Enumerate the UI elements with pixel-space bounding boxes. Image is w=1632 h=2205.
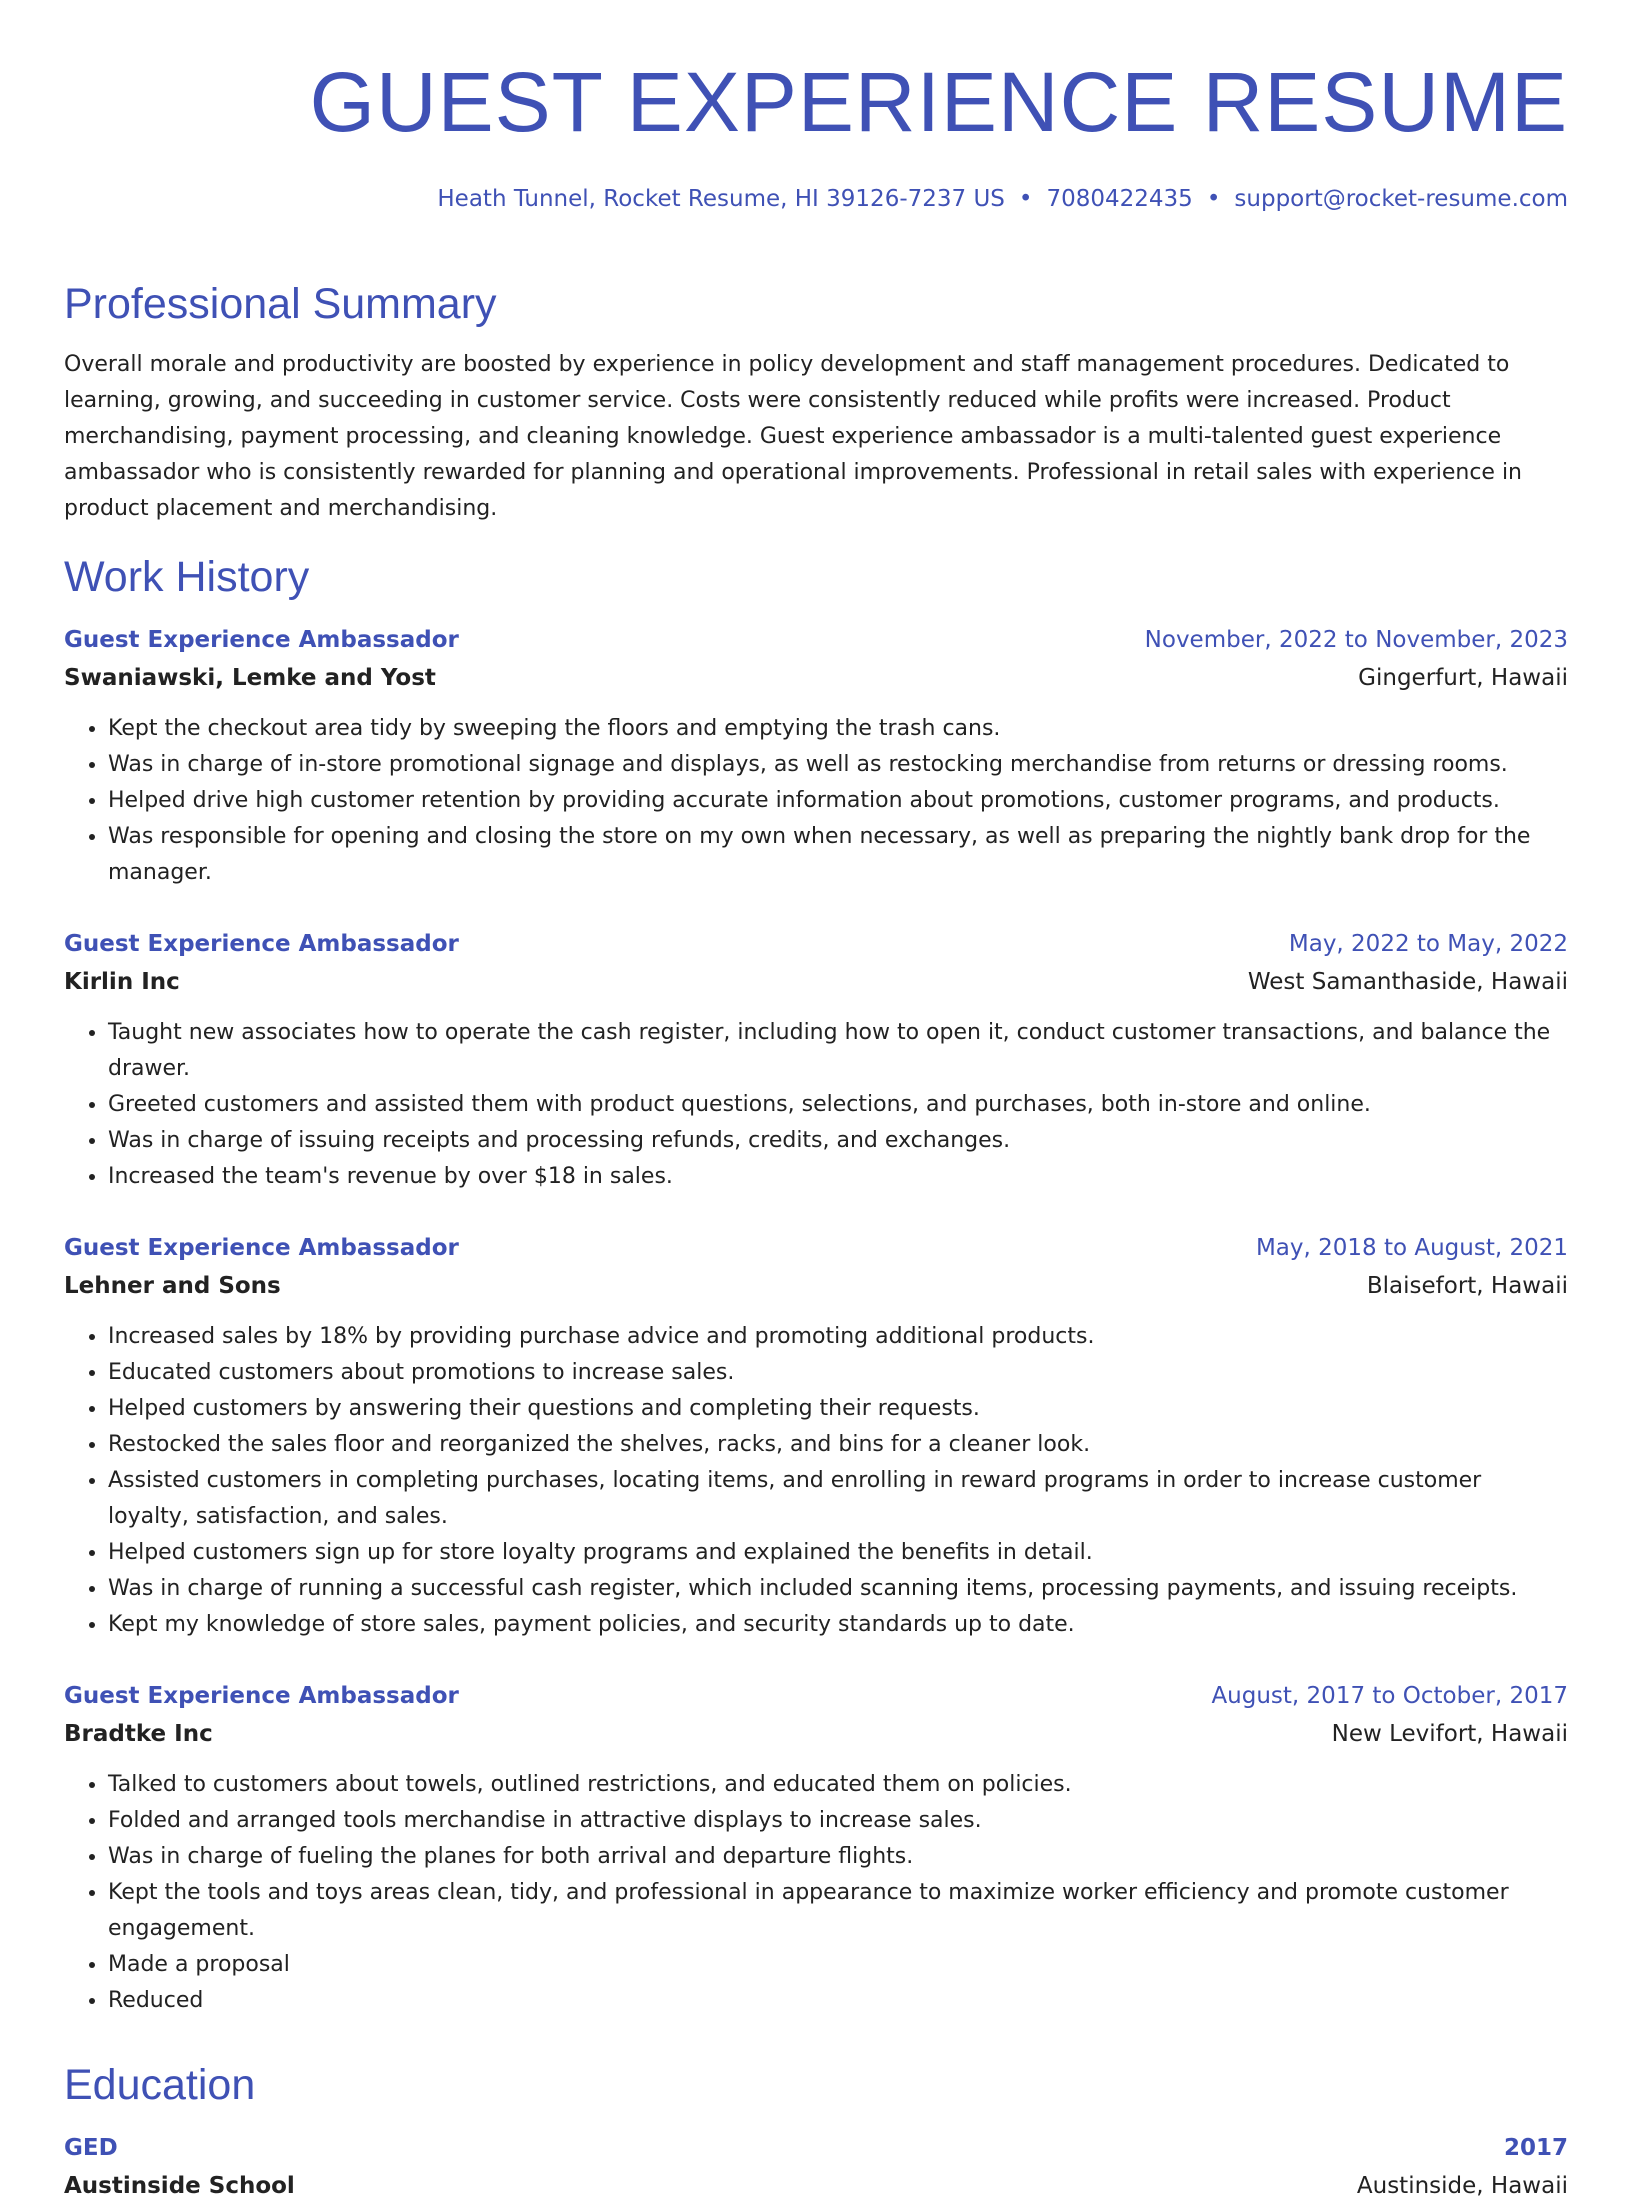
job-bullets	[64, 711, 1568, 891]
job-company: Lehner and Sons	[64, 1273, 281, 1299]
job-company-row	[64, 963, 1568, 1001]
job-bullet: • Kept the tools and toys areas clean, tidy, and professional in appearance to maximize worker efficiency and promote customer engagement.	[108, 1875, 1568, 1947]
job-bullet: • Helped drive high customer retention by providing accurate information about promotions, customer programs, and products.	[108, 783, 1568, 819]
job-bullet: • Was in charge of in-store promotional signage and displays, as well as restocking merchandise from returns or dressing rooms.	[108, 747, 1568, 783]
education-header-row	[64, 2129, 1568, 2167]
job-header-row	[64, 1229, 1568, 1267]
job-dates: November, 2022 to November, 2023	[1144, 627, 1568, 653]
job-bullets	[64, 1767, 1568, 2019]
job-role: Guest Experience Ambassador	[64, 627, 459, 653]
contact-email: support@rocket-resume.com	[1234, 186, 1568, 212]
job-company-row	[64, 659, 1568, 697]
job-header-row	[64, 1677, 1568, 1715]
education-entry	[64, 2129, 1568, 2205]
job-company: Swaniawski, Lemke and Yost	[64, 665, 436, 691]
job-location: Gingerfurt, Hawaii	[1358, 665, 1568, 691]
job-company: Kirlin Inc	[64, 969, 180, 995]
job-header-row	[64, 925, 1568, 963]
job-entry	[64, 1229, 1568, 1643]
job-location: West Samanthaside, Hawaii	[1247, 969, 1568, 995]
job-bullet: • Assisted customers in completing purchases, locating items, and enrolling in reward programs in order to increase customer loyalty, satisfaction, and sales.	[108, 1463, 1568, 1535]
job-bullets	[64, 1319, 1568, 1643]
contact-phone: 7080422435	[1046, 186, 1193, 212]
education-location: Austinside, Hawaii	[1356, 2173, 1568, 2199]
resume-title: GUEST EXPERIENCE RESUME	[309, 55, 1568, 149]
job-role: Guest Experience Ambassador	[64, 931, 459, 957]
education-school-row	[64, 2167, 1568, 2205]
summary-text: Overall morale and productivity are boosted by experience in policy development and staff management procedures. Dedicated to learning, growing, and succeeding in customer service. Costs were consistently reduced while profits were increased. Product merchandising, payment processing, and cleaning knowledge. Guest experience ambassador is a multi-talented guest experience ambassador who is consistently rewarded for planning and operational improvements. Professional in retail sales with experience in product placement and merchandising.	[64, 352, 1523, 521]
contact-address: Heath Tunnel, Rocket Resume, HI 39126-7237 US	[437, 186, 1005, 212]
job-bullet: • Kept my knowledge of store sales, payment policies, and security standards up to date.	[108, 1607, 1568, 1643]
job-bullet: • Increased the team's revenue by over $18 in sales.	[108, 1159, 1568, 1195]
job-company: Bradtke Inc	[64, 1721, 213, 1747]
job-bullet: • Educated customers about promotions to increase sales.	[108, 1355, 1568, 1391]
job-bullet: • Greeted customers and assisted them with product questions, selections, and purchases, both in-store and online.	[108, 1087, 1568, 1123]
job-bullet: • Reduced	[108, 1983, 1568, 2019]
education-year: 2017	[1503, 2135, 1568, 2161]
summary-heading: Professional Summary	[64, 280, 497, 328]
job-bullet: • Was responsible for opening and closing the store on my own when necessary, as well as preparing the nightly bank drop for the manager.	[108, 819, 1568, 891]
job-bullet: • Kept the checkout area tidy by sweeping the floors and emptying the trash cans.	[108, 711, 1568, 747]
job-bullet: • Was in charge of issuing receipts and processing refunds, credits, and exchanges.	[108, 1123, 1568, 1159]
job-bullet: • Made a proposal	[108, 1947, 1568, 1983]
contact-separator: •	[1018, 186, 1033, 212]
job-entry	[64, 1677, 1568, 2019]
job-location: New Levifort, Hawaii	[1331, 1721, 1568, 1747]
education-heading: Education	[64, 2061, 256, 2109]
job-bullet: • Restocked the sales floor and reorganized the shelves, racks, and bins for a cleaner look.	[108, 1427, 1568, 1463]
job-dates: May, 2018 to August, 2021	[1255, 1235, 1568, 1261]
education-school: Austinside School	[64, 2173, 295, 2199]
job-bullet: • Taught new associates how to operate the cash register, including how to open it, conduct customer transactions, and balance the drawer.	[108, 1015, 1568, 1087]
job-bullet: • Was in charge of running a successful cash register, which included scanning items, processing payments, and issuing receipts.	[108, 1571, 1568, 1607]
job-bullet: • Increased sales by 18% by providing purchase advice and promoting additional products.	[108, 1319, 1568, 1355]
job-bullet: • Was in charge of fueling the planes for both arrival and departure flights.	[108, 1839, 1568, 1875]
contact-separator: •	[1206, 186, 1221, 212]
work-history-heading: Work History	[64, 553, 310, 601]
job-dates: May, 2022 to May, 2022	[1288, 931, 1568, 957]
job-company-row	[64, 1715, 1568, 1753]
job-location: Blaisefort, Hawaii	[1366, 1273, 1568, 1299]
job-dates: August, 2017 to October, 2017	[1211, 1683, 1568, 1709]
job-bullet: • Helped customers sign up for store loyalty programs and explained the benefits in detail.	[108, 1535, 1568, 1571]
job-header-row	[64, 621, 1568, 659]
job-bullets	[64, 1015, 1568, 1195]
resume-header	[64, 0, 1568, 214]
job-entry	[64, 621, 1568, 891]
job-bullet: • Talked to customers about towels, outlined restrictions, and educated them on policies.	[108, 1767, 1568, 1803]
contact-line	[64, 184, 1568, 214]
job-bullet: • Folded and arranged tools merchandise in attractive displays to increase sales.	[108, 1803, 1568, 1839]
education-degree: GED	[64, 2135, 118, 2161]
job-role: Guest Experience Ambassador	[64, 1235, 459, 1261]
job-entry	[64, 925, 1568, 1195]
job-role: Guest Experience Ambassador	[64, 1683, 459, 1709]
job-bullet: • Helped customers by answering their questions and completing their requests.	[108, 1391, 1568, 1427]
job-company-row	[64, 1267, 1568, 1305]
